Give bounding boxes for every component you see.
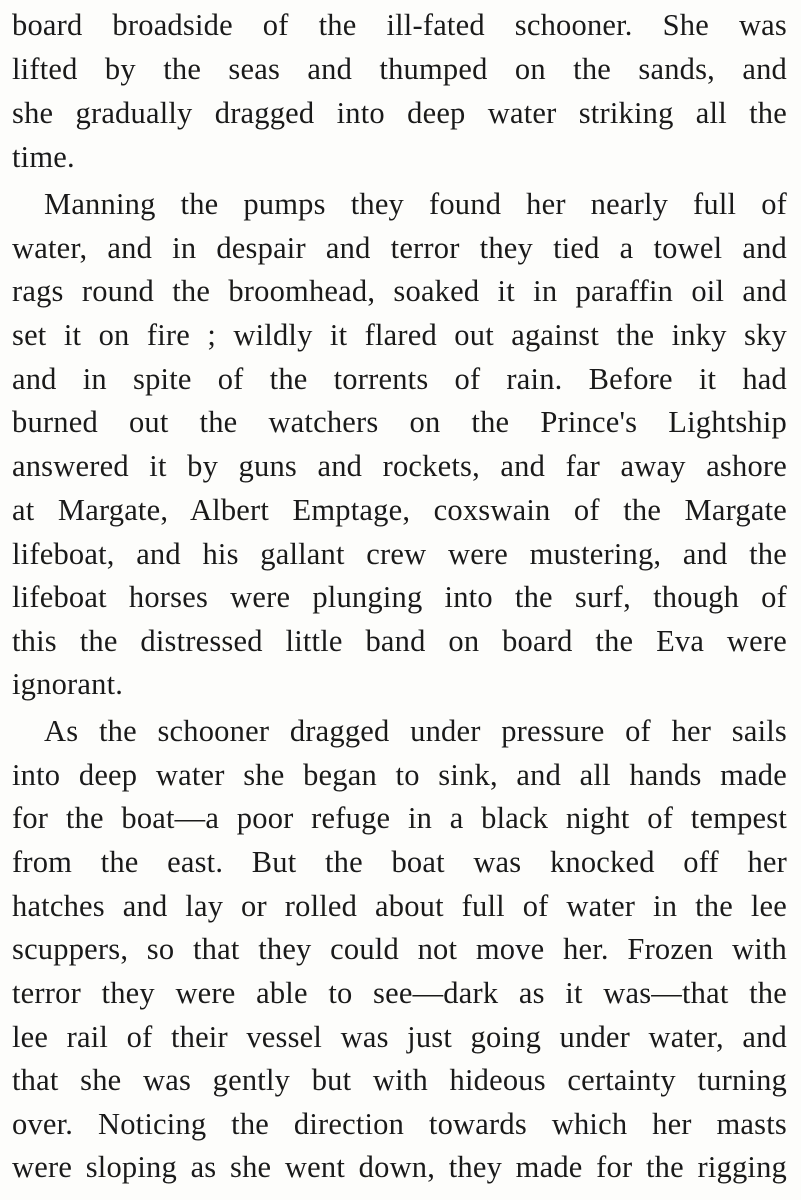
text-line: burned out the watchers on the Prince's Lightship [12, 405, 787, 439]
text-line: rags round the broomhead, soaked it in paraffin oil and [12, 274, 787, 308]
text-line: time. [12, 140, 75, 174]
text-line: she gradually dragged into deep water striking all the [12, 96, 787, 130]
text-line: over. Noticing the direction towards which her masts [12, 1107, 787, 1141]
text-line: at Margate, Albert Emptage, coxswain of the Margate [12, 493, 787, 527]
text-line: ignorant. [12, 667, 124, 701]
text-line: set it on fire ; wildly it flared out against the inky sky [12, 318, 787, 352]
text-line: lifeboat horses were plunging into the surf, though of [12, 580, 787, 614]
text-line: hatches and lay or rolled about full of water in the lee [12, 889, 787, 923]
text-line: into deep water she began to sink, and all hands made [12, 758, 787, 792]
text-line: and in spite of the torrents of rain. Before it had [12, 362, 787, 396]
text-line: terror they were able to see—dark as it was—that the [12, 976, 787, 1010]
text-line: As the schooner dragged under pressure of her sails [44, 714, 787, 748]
text-line: lifeboat, and his gallant crew were mustering, and the [12, 537, 787, 571]
text-line: answered it by guns and rockets, and far away ashore [12, 449, 787, 483]
text-line: that she was gently but with hideous certainty turning [12, 1063, 787, 1097]
text-line: this the distressed little band on board the Eva were [12, 624, 787, 658]
text-line: lifted by the seas and thumped on the sands, and [12, 52, 787, 86]
text-line: were sloping as she went down, they made for the rigging [12, 1150, 787, 1184]
text-line: from the east. But the boat was knocked off her [12, 845, 787, 879]
text-line: lee rail of their vessel was just going under water, and [12, 1020, 787, 1054]
text-line: scuppers, so that they could not move her. Frozen with [12, 932, 787, 966]
text-line: water, and in despair and terror they tied a towel and [12, 231, 787, 265]
text-line: Manning the pumps they found her nearly full of [44, 187, 787, 221]
text-line: for the boat—a poor refuge in a black night of tempest [12, 801, 787, 835]
text-line: board broadside of the ill-fated schooner. She was [12, 8, 787, 42]
